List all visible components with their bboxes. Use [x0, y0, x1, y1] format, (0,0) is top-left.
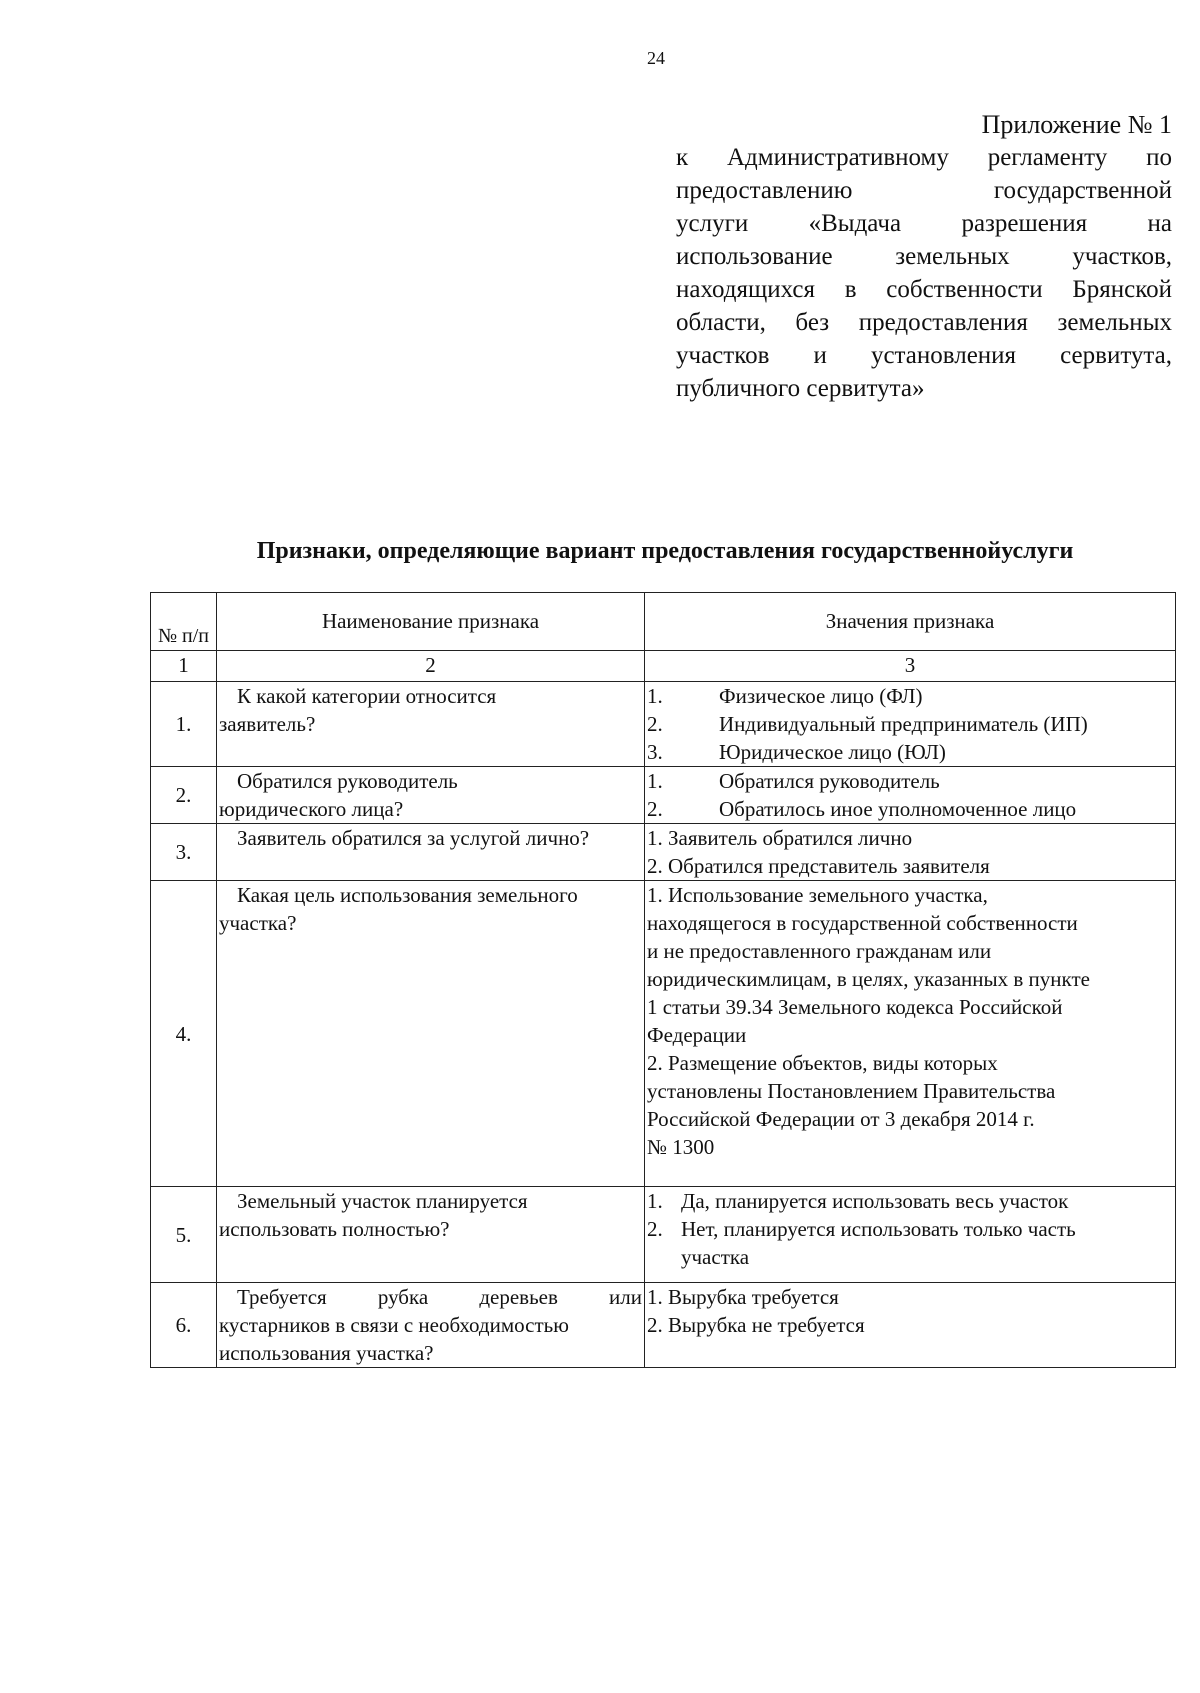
row-number: 1.: [151, 682, 217, 767]
value-line: находящегося в государственной собственности: [647, 911, 1078, 935]
criterion-values: [645, 824, 1176, 881]
name-line: юридического лица?: [219, 797, 404, 821]
value-line: 2. Размещение объектов, виды которых: [647, 1051, 998, 1075]
index-cell: 2: [217, 651, 645, 682]
table-header-row: [151, 593, 1176, 651]
table-row: [151, 1283, 1176, 1368]
value-number: 2.: [647, 1217, 663, 1241]
row-number: 6.: [151, 1283, 217, 1368]
criterion-name: [217, 881, 645, 1187]
value-item: [647, 710, 1173, 738]
criterion-values: [645, 1187, 1176, 1283]
value-text: Обратилось иное уполномоченное лицо: [719, 797, 1077, 821]
name-line: Какая цель использования земельного: [237, 883, 578, 907]
value-item: [647, 682, 1173, 710]
value-text: Индивидуальный предприниматель (ИП): [719, 712, 1088, 736]
index-cell: 3: [645, 651, 1176, 682]
annex-line: использование земельных участков,: [676, 243, 1172, 270]
row-number: 2.: [151, 767, 217, 824]
name-line: Требуется рубка деревьев или: [237, 1285, 642, 1309]
value-item: [647, 1243, 1173, 1271]
criterion-values: [645, 767, 1176, 824]
value-text: Да, планируется использовать весь участок: [681, 1189, 1069, 1213]
index-cell: 1: [151, 651, 217, 682]
value-text: Обратился руководитель: [719, 769, 940, 793]
name-line: кустарников в связи с необходимостью: [219, 1313, 569, 1337]
value-item: [647, 1215, 1173, 1243]
annex-line: участков и установления сервитута,: [676, 342, 1172, 369]
annex-block: [676, 108, 1172, 405]
criterion-name: [217, 1283, 645, 1368]
annex-title: Приложение № 1: [981, 110, 1172, 139]
name-line: использования участка?: [219, 1341, 434, 1365]
header-values: Значения признака: [645, 593, 1176, 651]
annex-line: находящихся в собственности Брянской: [676, 276, 1172, 303]
value-text: Юридическое лицо (ЮЛ): [719, 740, 946, 764]
name-line: Обратился руководитель: [237, 769, 458, 793]
value-item: [647, 1187, 1173, 1215]
value-number: 1.: [647, 684, 663, 708]
row-number: 5.: [151, 1187, 217, 1283]
value-line: 1. Вырубка требуется: [647, 1285, 839, 1309]
value-line: № 1300: [647, 1135, 715, 1159]
name-line: Земельный участок планируется: [237, 1189, 528, 1213]
value-text: Физическое лицо (ФЛ): [719, 684, 923, 708]
annex-line: публичного сервитута»: [676, 375, 925, 402]
value-item: [647, 795, 1173, 823]
value-text: Нет, планируется использовать только часть: [681, 1217, 1076, 1241]
criterion-values: [645, 682, 1176, 767]
value-line: и не предоставленного гражданам или: [647, 939, 992, 963]
value-line: юридическимлицам, в целях, указанных в пункте: [647, 967, 1090, 991]
header-name: Наименование признака: [217, 593, 645, 651]
value-line: 1 статьи 39.34 Земельного кодекса Российской: [647, 995, 1063, 1019]
criterion-name: [217, 1187, 645, 1283]
criterion-values: [645, 1283, 1176, 1368]
annex-line: услуги «Выдача разрешения на: [676, 210, 1172, 237]
value-line: Российской Федерации от 3 декабря 2014 г.: [647, 1107, 1035, 1131]
value-line: 2. Вырубка не требуется: [647, 1313, 865, 1337]
value-number: 1.: [647, 769, 663, 793]
value-number: 1.: [647, 1189, 663, 1213]
value-line: 2. Обратился представитель заявителя: [647, 854, 990, 878]
row-number: 3.: [151, 824, 217, 881]
name-line: Заявитель обратился за услугой лично?: [237, 826, 590, 850]
value-number: 2.: [647, 797, 663, 821]
criterion-name: [217, 682, 645, 767]
name-line: использовать полностью?: [219, 1217, 450, 1241]
table-row: [151, 824, 1176, 881]
annex-line: области, без предоставления земельных: [676, 309, 1172, 336]
criterion-values: [645, 881, 1176, 1187]
value-item: [647, 738, 1173, 766]
annex-line: к Административному регламенту по: [676, 144, 1172, 171]
table-row: [151, 881, 1176, 1187]
value-number: 2.: [647, 712, 663, 736]
table-index-row: [151, 651, 1176, 682]
name-line: К какой категории относится: [237, 684, 497, 708]
value-line: Федерации: [647, 1023, 747, 1047]
name-line: участка?: [219, 911, 297, 935]
value-number: [647, 1243, 681, 1271]
name-line: заявитель?: [219, 712, 316, 736]
value-text: участка: [681, 1245, 750, 1269]
criteria-table: [150, 592, 1176, 1368]
table-row: [151, 767, 1176, 824]
value-item: [647, 767, 1173, 795]
annex-line: предоставлению государственной: [676, 177, 1172, 204]
value-line: установлены Постановлением Правительства: [647, 1079, 1056, 1103]
value-number: 3.: [647, 740, 663, 764]
page-number: 24: [647, 48, 665, 68]
value-line: 1. Заявитель обратился лично: [647, 826, 913, 850]
criterion-name: [217, 767, 645, 824]
value-line: 1. Использование земельного участка,: [647, 883, 988, 907]
criterion-name: [217, 824, 645, 881]
table-row: [151, 1187, 1176, 1283]
table-row: [151, 682, 1176, 767]
document-title: Признаки, определяющие вариант предоставления государственнойуслуги: [256, 538, 1074, 564]
row-number: 4.: [151, 881, 217, 1187]
header-num: № п/п: [151, 593, 217, 651]
